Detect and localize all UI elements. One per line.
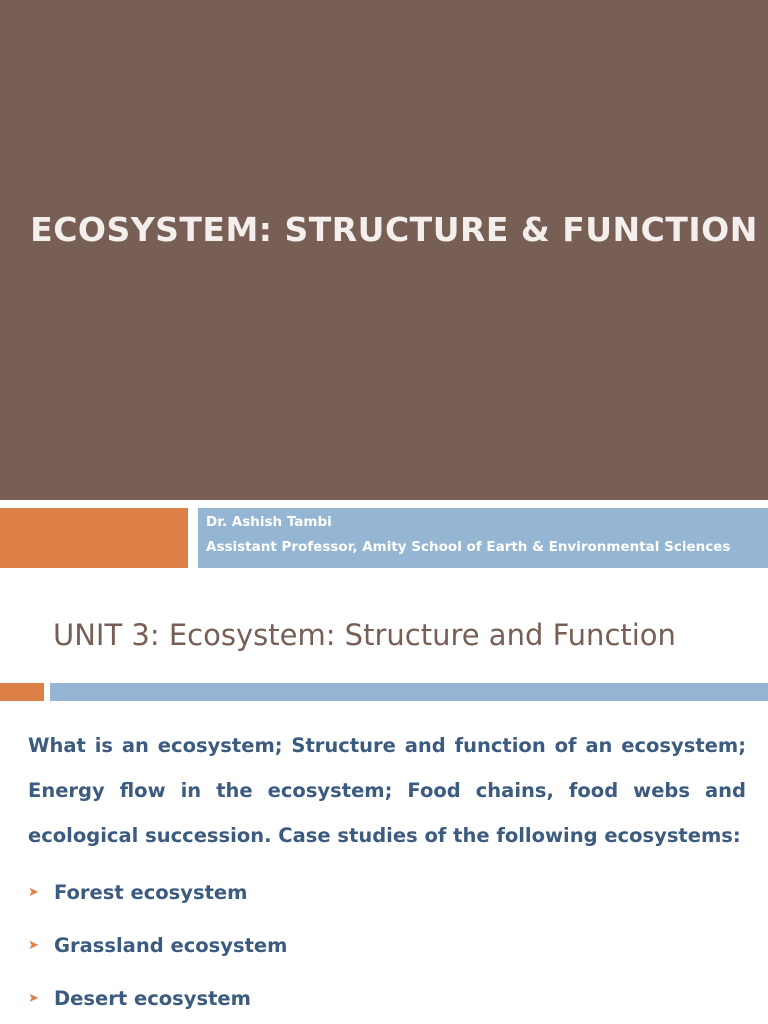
list-item [28,972,287,1024]
divider-orange [0,683,44,701]
ecosystem-list [28,866,287,1024]
accent-orange-block [0,508,188,568]
author-affiliation: Assistant Professor, Amity School of Earth & Environmental Sciences [206,539,731,555]
list-item [28,866,287,919]
unit-heading: UNIT 3: Ecosystem: Structure and Function [53,618,676,652]
chevron-right-icon: ➤ [28,938,39,953]
chevron-right-icon: ➤ [28,991,39,1006]
list-item [28,919,287,972]
list-item-label: Grassland ecosystem [54,934,288,957]
list-item-label: Forest ecosystem [54,881,248,904]
divider-blue [50,683,768,701]
chevron-right-icon: ➤ [28,885,39,900]
syllabus-paragraph: What is an ecosystem; Structure and function of an ecosystem; Energy flow in the ecosystem; Food chains, food webs and ecological succession. Case studies of the following ecosystems: [28,734,746,847]
author-name: Dr. Ashish Tambi [206,514,332,530]
list-item-label: Desert ecosystem [54,987,251,1010]
title-band [0,0,768,500]
slide-title: ECOSYSTEM: STRUCTURE & FUNCTION [30,210,758,249]
